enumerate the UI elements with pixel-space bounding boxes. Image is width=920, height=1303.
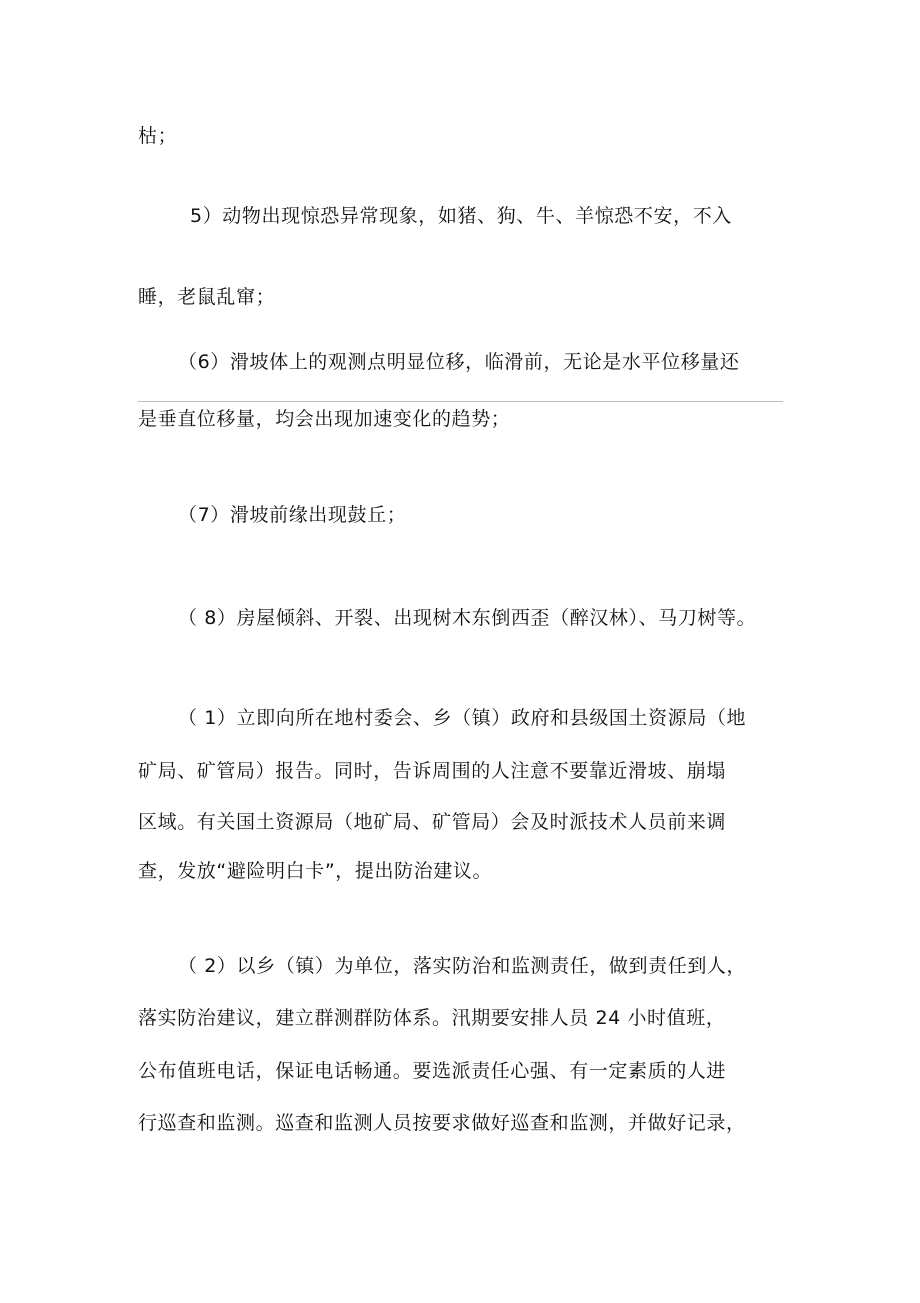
page-divider	[138, 401, 783, 402]
text-line: 查，发放“避险明白卡”，提出防治建议。	[138, 860, 493, 882]
text-line: 5）动物出现惊恐异常现象，如猪、狗、牛、羊惊恐不安，不入	[190, 205, 732, 227]
text-line: 睡，老鼠乱窜；	[138, 286, 276, 308]
text-line: 是垂直位移量，均会出现加速变化的趋势；	[138, 408, 511, 430]
text-line: （ 8）房屋倾斜、开裂、出现树木东倒西歪（醉汉林）、马刀树等。	[178, 607, 757, 629]
text-line: （ 2）以乡（镇）为单位，落实防治和监测责任，做到责任到人，	[178, 955, 747, 977]
text-line: （6）滑坡体上的观测点明显位移，临滑前，无论是水平位移量还	[178, 351, 740, 373]
text-line: 枯；	[138, 125, 178, 147]
text-line: 区域。有关国土资源局（地矿局、矿管局）会及时派技术人员前来调	[138, 811, 727, 833]
text-line: （ 1）立即向所在地村委会、乡（镇）政府和县级国土资源局（地	[178, 707, 747, 729]
text-line: 公布值班电话，保证电话畅通。要选派责任心强、有一定素质的人进	[138, 1060, 727, 1082]
text-line: 矿局、矿管局）报告。同时，告诉周围的人注意不要靠近滑坡、崩塌	[138, 760, 727, 782]
text-line: 落实防治建议，建立群测群防体系。汛期要安排人员 24 小时值班，	[138, 1007, 726, 1029]
text-line: 行巡查和监测。巡查和监测人员按要求做好巡查和监测，并做好记录，	[138, 1112, 746, 1134]
text-line: （7）滑坡前缘出现鼓丘；	[178, 504, 407, 526]
